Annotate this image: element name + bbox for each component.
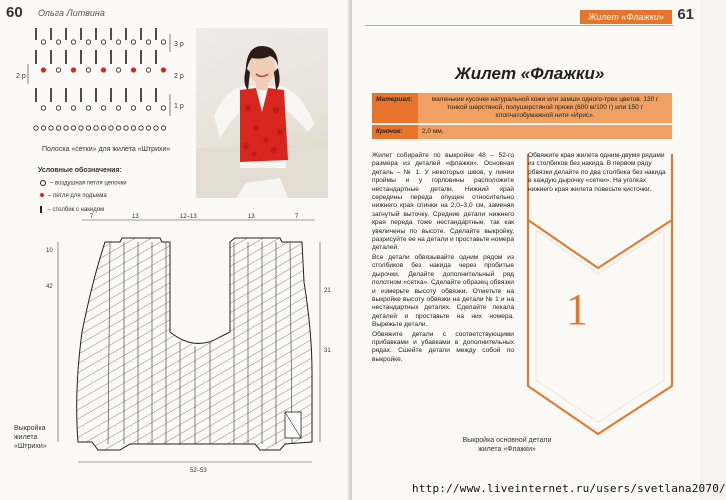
chart-caption: Полоска «сетки» для жилета «Штрихи» [42, 146, 171, 153]
dot-icon [40, 180, 46, 186]
schema-label-line: Выкройка [14, 425, 46, 432]
dim-top-1: 7 [90, 214, 94, 220]
pattern-caption [447, 436, 567, 454]
dot-icon [131, 40, 135, 44]
model-photo [196, 28, 328, 198]
chart-grid [34, 28, 166, 130]
dot-icon [86, 106, 90, 110]
instructions-text [372, 152, 514, 365]
dot-icon [86, 68, 90, 72]
watermark-url: http://www.liveinternet.ru/users/svetlana2070/ [412, 482, 726, 495]
dim-top-4: 13 [248, 214, 255, 220]
caption-line: Выкройка основной детали [462, 437, 552, 444]
legend-label: – столбик с накидом [47, 207, 105, 214]
row-label-3r: 3 р [174, 41, 184, 48]
dot-icon [161, 40, 165, 44]
dot-icon [64, 126, 68, 130]
dim-side-4: 31 [324, 348, 331, 354]
dim-top-2: 13 [132, 214, 139, 220]
row-label-1r: 1 р [174, 103, 184, 110]
dim-side-1: 10 [46, 248, 53, 254]
dot-icon [116, 40, 120, 44]
finishing-text: Обвяжите края жилета одним-двумя рядами из столбиков без накида. В первом ряду обвязки делайте по два столбика без накида в каждую дырочку «сетки». На уголках нижнего края жилета повесьте кисточки. [528, 152, 666, 193]
dot-icon [161, 106, 165, 110]
dot-icon [139, 126, 143, 130]
dot-icon [86, 40, 90, 44]
dot-icon [146, 40, 150, 44]
dot-icon [79, 126, 83, 130]
dot-icon [101, 40, 105, 44]
dim-top-3: 12–13 [180, 214, 197, 220]
dot-icon [71, 106, 75, 110]
materials-key: Материал: [372, 93, 418, 123]
dot-icon [94, 126, 98, 130]
model-illustration [196, 28, 328, 198]
red-dot-icon [40, 193, 44, 197]
dot-icon [146, 68, 150, 72]
dot-icon [124, 126, 128, 130]
schema-label [14, 424, 47, 451]
caption-line: жилета «Флажки» [478, 446, 536, 453]
schema-label-line: жилета [14, 434, 38, 441]
dot-icon [146, 126, 150, 130]
mesh-strip-chart [16, 26, 192, 141]
dot-icon [101, 126, 105, 130]
dot-icon [71, 126, 75, 130]
dot-icon [131, 106, 135, 110]
red-dot-icon [71, 68, 75, 72]
schema-label-line: «Штрихи» [14, 443, 47, 450]
page-number-right: 61 [677, 6, 694, 23]
dot-icon [41, 106, 45, 110]
header-label: Жилет «Флажки» [588, 12, 664, 22]
dot-icon [116, 68, 120, 72]
legend-label: – петля для подъема [48, 193, 107, 199]
paragraph: Все детали обвязывайте одним рядом из столбиков без накида через пробитые дырочки. Делайте дополнительный ряд полотном «сетка». Сделайте образец обвязки и измерьте высоту обвязки. Отметьте на выкройке высоту обвязки на детали № 1 и на нестандартных деталях. Сделайте лекала деталей и проставьте на них номера. Вырежьте детали. [372, 253, 514, 329]
legend-item-chain [40, 180, 127, 187]
red-dot-icon [161, 68, 165, 72]
dot-icon [71, 40, 75, 44]
dot-icon [49, 126, 53, 130]
red-dot-icon [41, 68, 45, 72]
legend-title: Условные обозначения: [38, 167, 122, 174]
hook-value: 2,0 мм. [418, 125, 672, 139]
dot-icon [56, 40, 60, 44]
dot-icon [56, 106, 60, 110]
author-name: Ольга Литвина [38, 8, 105, 18]
paragraph: Обвяжите детали с соответствующими прибавками и убавками в дополнительных рядах. Сшейте детали между собой по выкройке. [372, 330, 514, 363]
dot-icon [34, 126, 38, 130]
dot-icon [116, 126, 120, 130]
dot-icon [86, 126, 90, 130]
dot-icon [101, 106, 105, 110]
dot-icon [116, 106, 120, 110]
page-number-left: 60 [6, 4, 23, 21]
row-label-2r-right: 2 р [174, 73, 184, 80]
header-band [580, 10, 672, 24]
dot-icon [131, 126, 135, 130]
paragraph: Жилет собирайте по выкройке 48 – 52-го размера из деталей «флажки». Основная деталь – № 1. У некоторых швов, у линии проймы и у горловины расположите нестандартные детали. Нижний край середины переда опущен относительно нижнего края спинки на 2,0–3,0 см, заменяя загнутый выточку. Средние детали нижнего края переда тоже нестандартные, так как увеличены по высоте. Сделайте выкройку, разрисуйте ее на детали и проставьте номера деталей. [372, 152, 514, 252]
hook-key: Крючок: [372, 125, 418, 139]
materials-box [372, 93, 672, 139]
header-rule [365, 25, 673, 26]
dot-icon [41, 126, 45, 130]
legend-item-lift [40, 193, 107, 199]
dot-icon [56, 68, 60, 72]
row-label-2r-left: 2 р [16, 73, 26, 80]
dot-icon [161, 126, 165, 130]
dot-icon [56, 126, 60, 130]
materials-row [372, 93, 672, 123]
dim-side-2: 42 [46, 284, 53, 290]
red-dot-icon [101, 68, 105, 72]
materials-value: маленькие кусочки натуральной кожи или замши одного-трех цветов. 130 г тонкой шерстяной, полушерстяной пряжи (600 м/100 г) или 150 г хлопчатобумажной нити «Ирис». [418, 93, 672, 123]
piece-number: 1 [566, 285, 588, 334]
dim-bottom: 52–53 [190, 468, 207, 474]
vest-pattern-schema [20, 212, 345, 482]
article-title: Жилет «Флажки» [455, 64, 605, 83]
dim-side-3: 21 [324, 288, 331, 294]
dot-icon [41, 40, 45, 44]
legend-label: – воздушная петля цепочки [50, 180, 127, 187]
dot-icon [109, 126, 113, 130]
dot-icon [146, 106, 150, 110]
red-dot-icon [131, 68, 135, 72]
dim-top-5: 7 [295, 214, 299, 220]
dot-icon [154, 126, 158, 130]
hook-row [372, 125, 672, 139]
